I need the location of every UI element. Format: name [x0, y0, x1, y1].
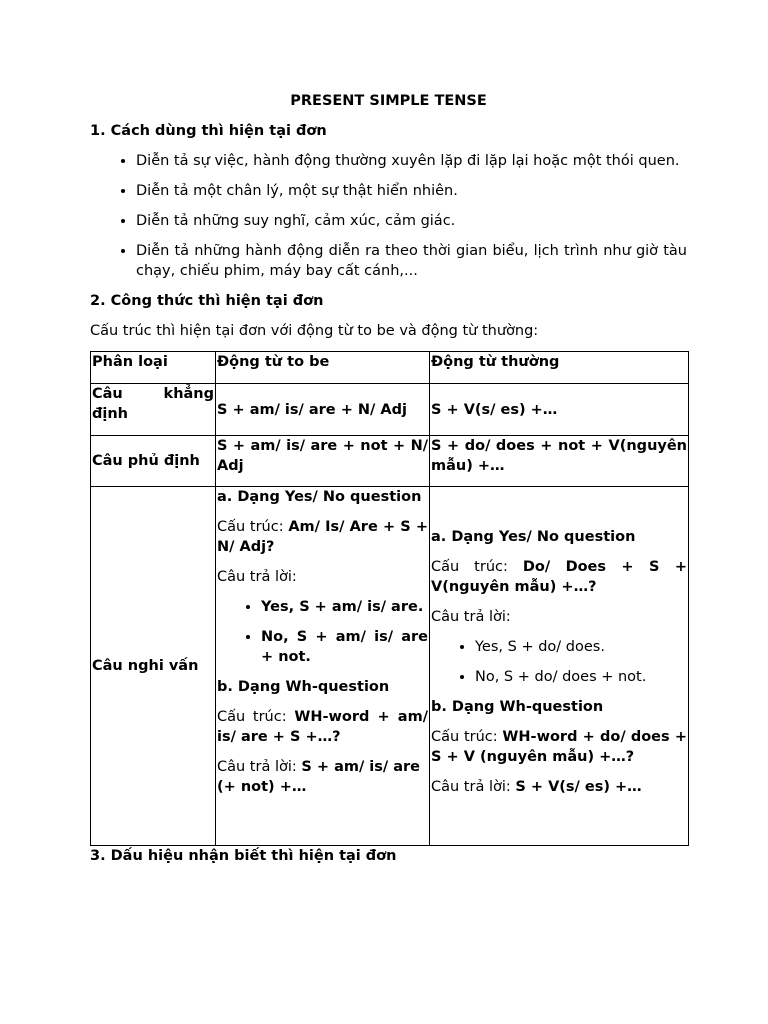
structure-formula: WH-word + am/ is/ are + S +…?: [217, 709, 428, 745]
be-wh-answer: [217, 757, 428, 797]
negative-be: S + am/ is/ are + not + N/ Adj: [216, 436, 430, 487]
table-header-row: [91, 352, 689, 384]
affirmative-be: S + am/ is/ are + N/ Adj: [216, 384, 430, 436]
answer-formula: S + V(s/ es) +…: [515, 779, 642, 795]
answer-formula: S + am/ is/ are (+ not) +…: [217, 759, 421, 795]
table-row: [91, 384, 689, 436]
section-2-heading: 2. Công thức thì hiện tại đơn: [90, 293, 324, 309]
list-item: • No, S + do/ does + not.: [475, 667, 687, 687]
table-row: [91, 436, 689, 487]
list-item: • Yes, S + do/ does.: [475, 637, 687, 657]
structure-label: Cấu trúc:: [431, 559, 508, 575]
table-row: [91, 487, 689, 846]
structure-label: Cấu trúc:: [217, 519, 284, 535]
verb-answer-list: [431, 637, 687, 687]
section-2-intro: Cấu trúc thì hiện tại đơn với động từ to be và động từ thường:: [90, 323, 539, 339]
structure-formula: WH-word + do/ does + S + V (nguyên mẫu) +…?: [431, 729, 687, 765]
section-3-heading: 3. Dấu hiệu nhận biết thì hiện tại đơn: [90, 848, 397, 864]
verb-wh-structure: [431, 727, 687, 767]
structure-formula: Do/ Does + S + V(nguyên mẫu) +…?: [431, 559, 687, 595]
usage-list: [90, 151, 687, 281]
section-1-heading: 1. Cách dùng thì hiện tại đơn: [90, 123, 327, 139]
question-verb-cell: [430, 487, 689, 846]
usage-item: • Diễn tả những suy nghĩ, cảm xúc, cảm giác.: [136, 211, 687, 231]
page-title: PRESENT SIMPLE TENSE: [290, 93, 487, 109]
answer-label: Câu trả lời:: [431, 779, 511, 795]
list-item: • Yes, S + am/ is/ are.: [261, 597, 428, 617]
document-page: [90, 91, 687, 876]
header-category: Phân loại: [91, 352, 216, 384]
structure-formula: Am/ Is/ Are + S + N/ Adj?: [217, 519, 428, 555]
question-be-cell: [216, 487, 430, 846]
header-to-be: Động từ to be: [216, 352, 430, 384]
be-yes-no-structure: [217, 517, 428, 557]
verb-answer-label: Câu trả lời:: [431, 609, 511, 625]
verb-yes-no-structure: [431, 557, 687, 597]
row-label-question: Câu nghi vấn: [91, 487, 216, 846]
usage-item: • Diễn tả những hành động diễn ra theo thời gian biểu, lịch trình như giờ tàu chạy, chiếu phim, máy bay cất cánh,...: [136, 241, 687, 281]
header-regular-verb: Động từ thường: [430, 352, 689, 384]
be-wh-title: b. Dạng Wh-question: [217, 679, 390, 695]
answer-label: Câu trả lời:: [217, 759, 297, 775]
affirmative-verb: S + V(s/ es) +…: [430, 384, 689, 436]
usage-item: • Diễn tả một chân lý, một sự thật hiển nhiên.: [136, 181, 687, 201]
verb-wh-answer: [431, 777, 687, 797]
be-wh-structure: [217, 707, 428, 747]
list-item: • No, S + am/ is/ are + not.: [261, 627, 428, 667]
structure-label: Cấu trúc:: [431, 729, 498, 745]
structure-label: Cấu trúc:: [217, 709, 287, 725]
usage-item: • Diễn tả sự việc, hành động thường xuyên lặp đi lặp lại hoặc một thói quen.: [136, 151, 687, 171]
be-yes-no-title: a. Dạng Yes/ No question: [217, 489, 422, 505]
row-label-negative: Câu phủ định: [91, 436, 216, 487]
verb-wh-title: b. Dạng Wh-question: [431, 699, 604, 715]
formula-table: [90, 351, 689, 846]
negative-verb: S + do/ does + not + V(nguyên mẫu) +…: [430, 436, 689, 487]
row-label-affirmative: Câu khẳng định: [91, 384, 216, 436]
be-answer-label: Câu trả lời:: [217, 569, 297, 585]
verb-yes-no-title: a. Dạng Yes/ No question: [431, 529, 636, 545]
be-answer-list: [217, 597, 428, 667]
